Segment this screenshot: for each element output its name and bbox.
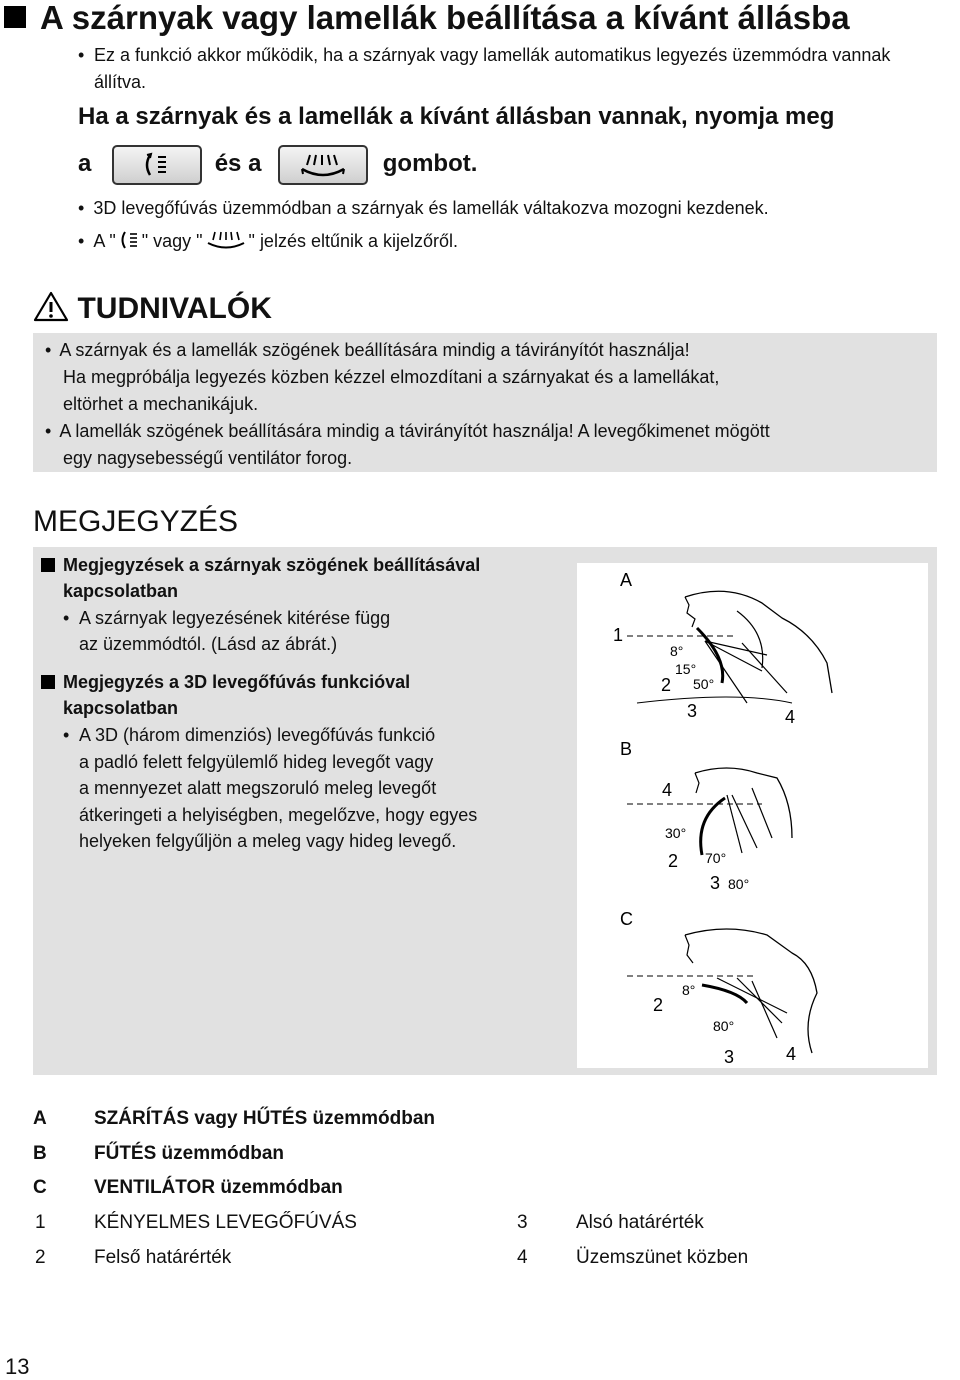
- legend-text-1: KÉNYELMES LEVEGŐFÚVÁS: [94, 1212, 357, 1233]
- flap-swing-icon: [116, 229, 142, 251]
- bullet-text: 3D levegőfúvás üzemmódban a szárnyak és lamellák váltakozva mozogni kezdenek.: [93, 198, 769, 218]
- airflow-arc: [702, 985, 747, 1003]
- label-2: 2: [661, 675, 672, 695]
- flap-swing-icon: [114, 147, 200, 183]
- bullet-dot: •: [45, 340, 52, 360]
- label-1: 1: [613, 625, 624, 645]
- louver-swing-icon: [203, 229, 249, 251]
- airflow-arc: [701, 798, 725, 855]
- legend-key-4: 4: [517, 1247, 528, 1268]
- unit-edge: [685, 597, 695, 627]
- warning-item: eltörhet a mechanikájuk.: [63, 394, 259, 414]
- label-panel-a: A: [620, 570, 633, 590]
- flap-swing-button[interactable]: [112, 145, 202, 185]
- page-number: 13: [5, 1354, 30, 1379]
- louver-line: [705, 641, 747, 703]
- bullet-3d: [78, 195, 769, 222]
- instruction-line1: Ha a szárnyak és a lamellák a kívánt állásban vannak, nyomja meg: [78, 103, 835, 130]
- label-2: 2: [668, 851, 679, 871]
- intro-bullet: [78, 42, 938, 96]
- word-gombot: gombot.: [382, 150, 478, 177]
- diagram-panel-c: [620, 909, 817, 1067]
- legend-key-1: 1: [35, 1212, 46, 1233]
- warning-item: egy nagysebességű ventilátor forog.: [63, 448, 353, 468]
- label-3: 3: [710, 873, 721, 893]
- note-heading: MEGJEGYZÉS: [33, 505, 239, 538]
- label-3: 3: [724, 1047, 735, 1067]
- louver-line: [717, 978, 787, 1013]
- unit-edge: [695, 773, 699, 793]
- legend-text-a: SZÁRÍTÁS vagy HŰTÉS üzemmódban: [94, 1108, 435, 1129]
- angle-8: 8°: [682, 982, 696, 998]
- angle-30: 30°: [665, 825, 687, 841]
- instruction-line2: [78, 144, 477, 185]
- angle-80: 80°: [713, 1018, 735, 1034]
- angle-15: 15°: [675, 661, 697, 677]
- legend-text-c: VENTILÁTOR üzemmódban: [94, 1177, 343, 1198]
- section-square-icon: [41, 675, 55, 689]
- bullet-indicator: [78, 228, 458, 255]
- legend-text-4: Üzemszünet közben: [576, 1247, 749, 1268]
- warning-box: [33, 333, 937, 472]
- louver-swing-button[interactable]: [278, 145, 368, 185]
- flap-angle-diagram: [577, 563, 928, 1068]
- note-section-2: [41, 669, 581, 855]
- warning-heading: [33, 290, 272, 326]
- louver-swing-icon: [280, 147, 366, 183]
- note-subheading: Megjegyzések a szárnyak szögének beállításával kapcsolatban: [41, 552, 571, 604]
- label-panel-c: C: [620, 909, 633, 929]
- label-3: 3: [687, 701, 698, 721]
- word-a: a: [78, 150, 92, 177]
- angle-70: 70°: [705, 850, 727, 866]
- warning-title: TUDNIVALÓK: [77, 292, 272, 325]
- unit-outline: [685, 929, 817, 1053]
- note-subheading: Megjegyzés a 3D levegőfúvás funkcióval kapcsolatban: [41, 669, 581, 721]
- warning-item: • A lamellák szögének beállítására mindig a távirányítót használja! A levegőkimenet mögött: [45, 421, 770, 441]
- label-4: 4: [785, 707, 796, 727]
- diagram-panel-a: [613, 570, 832, 727]
- flap-angle-figure: [577, 563, 928, 1068]
- word-es-a: és a: [214, 150, 262, 177]
- indicator-post: " jelzés eltűnik a kijelzőről.: [248, 231, 459, 251]
- section-square-icon: [4, 6, 26, 28]
- angle-50: 50°: [693, 676, 715, 692]
- angle-80: 80°: [728, 876, 750, 892]
- bullet-dot: •: [78, 231, 85, 251]
- legend-key-a: A: [33, 1108, 47, 1129]
- label-4: 4: [662, 780, 673, 800]
- label-4: 4: [786, 1044, 797, 1064]
- legend-key-c: C: [33, 1177, 47, 1198]
- louver-line: [732, 795, 757, 848]
- bullet-dot: •: [78, 45, 85, 65]
- unit-outline: [695, 768, 792, 838]
- bullet-dot: •: [63, 725, 70, 745]
- bullet-dot: •: [63, 608, 70, 628]
- legend-text-3: Alsó határérték: [576, 1212, 704, 1233]
- section-square-icon: [41, 558, 55, 572]
- page-title: [4, 0, 850, 36]
- indicator-pre: A ": [93, 231, 116, 251]
- legend-key-3: 3: [517, 1212, 528, 1233]
- label-2: 2: [653, 995, 664, 1015]
- legend-key-2: 2: [35, 1247, 46, 1268]
- note-body: • A 3D (három dimenziós) levegőfúvás funkció a padló felett felgyülemlő hideg levegőt vagy a mennyezet alatt megszoruló meleg levegőt átkeringeti a helyiségben, megelőzve, hogy egyes helyeken felgyűljön a meleg vagy hideg levegő.: [41, 722, 581, 855]
- warning-item: • A szárnyak és a lamellák szögének beállítására mindig a távirányítót használja!: [45, 340, 690, 360]
- note-section-1: [41, 552, 571, 657]
- warning-triangle-icon: [33, 290, 69, 322]
- louver-line: [752, 788, 772, 838]
- warning-item: Ha megpróbálja legyezés közben kézzel elmozdítani a szárnyakat és a lamellákat,: [63, 367, 720, 387]
- bullet-dot: •: [78, 198, 85, 218]
- direction-curve: [637, 697, 792, 703]
- diagram-panel-b: [620, 739, 792, 893]
- legend-text-2: Felső határérték: [94, 1247, 232, 1268]
- legend-key-b: B: [33, 1143, 47, 1164]
- louver-line: [742, 643, 787, 693]
- label-panel-b: B: [620, 739, 633, 759]
- bullet-dot: •: [45, 421, 52, 441]
- note-body: • A szárnyak legyezésének kitérése függ az üzemmódtól. (Lásd az ábrát.): [41, 605, 571, 657]
- intro-text: Ez a funkció akkor működik, ha a szárnyak vagy lamellák automatikus legyezés üzemmódra vannak állítva.: [94, 45, 891, 92]
- louver-line: [752, 981, 777, 1038]
- indicator-mid: " vagy ": [141, 231, 203, 251]
- legend-text-b: FŰTÉS üzemmódban: [94, 1143, 285, 1164]
- title-text: A szárnyak vagy lamellák beállítása a kívánt állásba: [40, 0, 850, 36]
- angle-8: 8°: [670, 643, 684, 659]
- unit-edge: [685, 935, 693, 963]
- warning-text: [45, 337, 770, 472]
